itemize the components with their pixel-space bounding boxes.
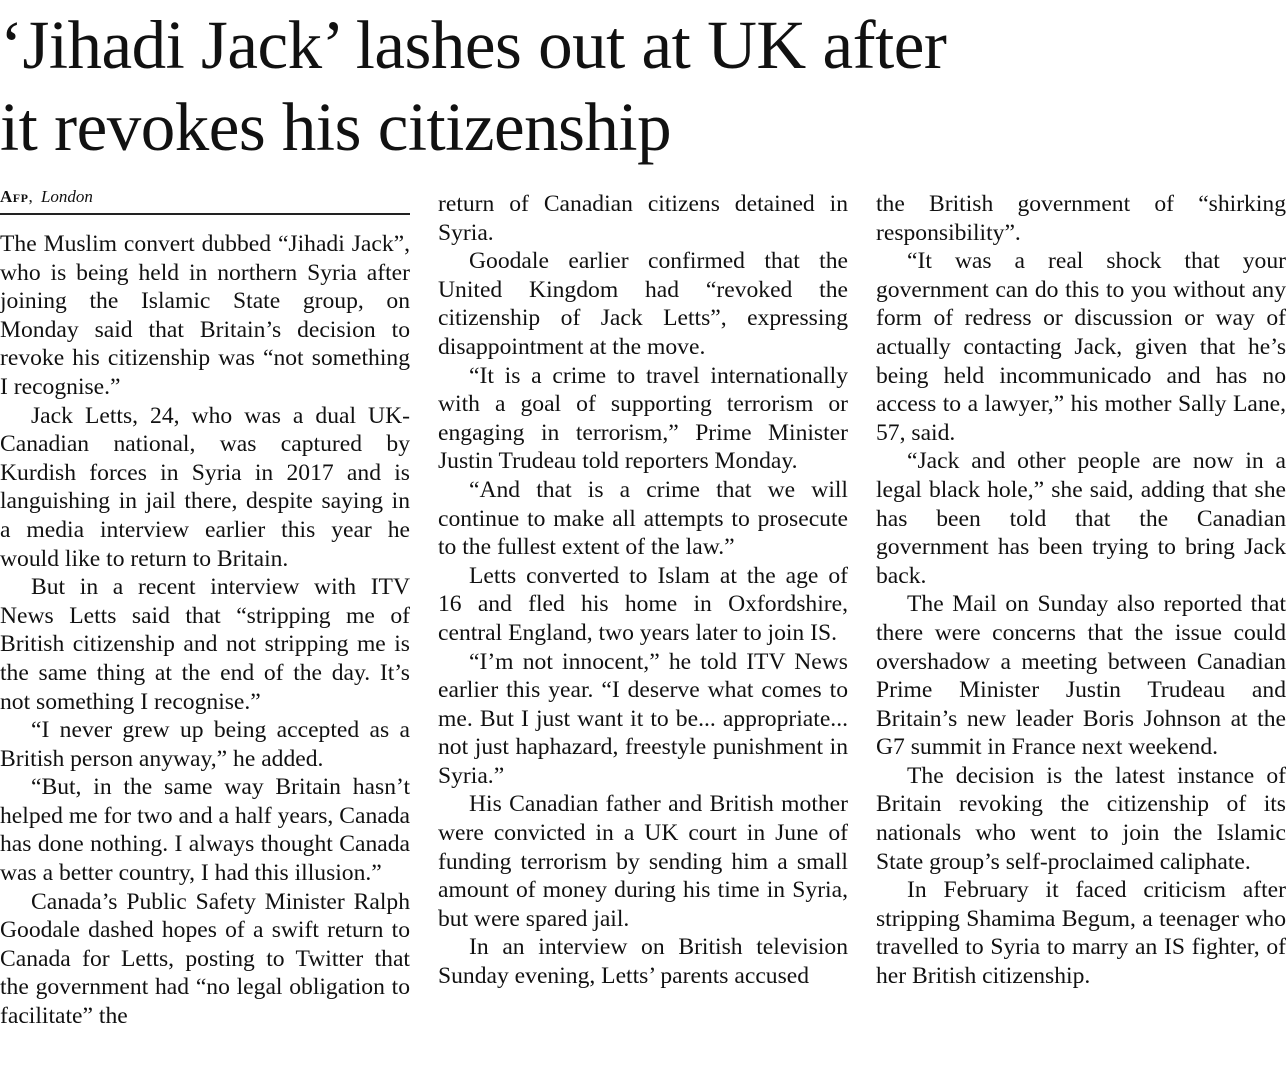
- paragraph: “I never grew up being accepted as a British person anyway,” he added.: [0, 717, 410, 772]
- paragraph: Goodale earlier confirmed that the United Kingdom had “revoked the citizenship of Jack Letts”, expressing disappointment at the move.: [438, 248, 848, 360]
- byline-separator: ,: [28, 187, 33, 206]
- paragraph: “I’m not innocent,” he told ITV News earlier this year. “I deserve what comes to me. But I just want it to be... appropriate... not just haphazard, freestyle punishment in Syria.”: [438, 648, 848, 789]
- paragraph: Jack Letts, 24, who was a dual UK-Canadian national, was captured by Kurdish forces in Syria in 2017 and is languishing in jail there, despite saying in a media interview earlier this year he would like to return to Britain.: [0, 402, 410, 572]
- paragraph: The Muslim convert dubbed “Jihadi Jack”, who is being held in northern Syria after joining the Islamic State group, on Monday said that Britain’s decision to revoke his citizenship was “not something I recognise.”: [0, 231, 410, 400]
- byline: [0, 183, 410, 215]
- byline-agency: Afp: [0, 187, 29, 206]
- paragraph: The Mail on Sunday also reported that there were concerns that the issue could overshadow a meeting between Canadian Prime Minister Justin Trudeau and Britain’s new leader Boris Johnson at the G7 summit in France next weekend.: [876, 591, 1286, 761]
- paragraph: But in a recent interview with ITV News Letts said that “stripping me of British citizenship and not stripping me is the same thing at the end of the day. It’s not something I recognise.”: [0, 574, 410, 715]
- paragraph: return of Canadian citizens detained in Syria.: [438, 191, 848, 246]
- headline-line-2: it revokes his citizenship: [0, 89, 672, 165]
- headline-line-1: ‘Jihadi Jack’ lashes out at UK after: [0, 7, 947, 83]
- paragraph: the British government of “shirking responsibility”.: [876, 191, 1286, 246]
- paragraph: In an interview on British television Sunday evening, Letts’ parents accused: [438, 934, 848, 990]
- paragraph: “And that is a crime that we will continue to make all attempts to prosecute to the fullest extent of the law.”: [438, 476, 848, 561]
- paragraph: “But, in the same way Britain hasn’t helped me for two and a half years, Canada has done nothing. I always thought Canada was a better country, I had this illusion.”: [0, 774, 410, 887]
- paragraph: “It is a crime to travel internationally with a goal of supporting terrorism or engaging in terrorism,” Prime Minister Justin Trudeau told reporters Monday.: [438, 362, 848, 475]
- paragraph: “It was a real shock that your government can do this to you without any form of redress or discussion or way of actually contacting Jack, given that he’s being held incommunicado and has no access to a lawyer,” his mother Sally Lane, 57, said.: [876, 248, 1286, 446]
- article-column-3: [876, 190, 1286, 991]
- paragraph: “Jack and other people are now in a legal black hole,” she said, adding that she has been told that the Canadian government has been trying to bring Jack back.: [876, 448, 1286, 589]
- paragraph: Letts converted to Islam at the age of 16 and fled his home in Oxfordshire, central England, two years later to join IS.: [438, 562, 848, 646]
- paragraph: Canada’s Public Safety Minister Ralph Goodale dashed hopes of a swift return to Canada for Letts, posting to Twitter that the government had “no legal obligation to facilitate” the: [0, 888, 410, 1030]
- article-headline: [0, 4, 1280, 168]
- paragraph: The decision is the latest instance of Britain revoking the citizenship of its nationals who went to join the Islamic State group’s self-proclaimed caliphate.: [876, 762, 1286, 875]
- byline-dateline: London: [40, 187, 93, 206]
- paragraph: In February it faced criticism after stripping Shamima Begum, a teenager who travelled to Syria to marry an IS fighter, of her British citizenship.: [876, 877, 1286, 990]
- paragraph: His Canadian father and British mother were convicted in a UK court in June of funding terrorism by sending him a small amount of money during his time in Syria, but were spared jail.: [438, 791, 848, 932]
- article-column-1: [0, 230, 410, 1031]
- article-column-2: [438, 190, 848, 991]
